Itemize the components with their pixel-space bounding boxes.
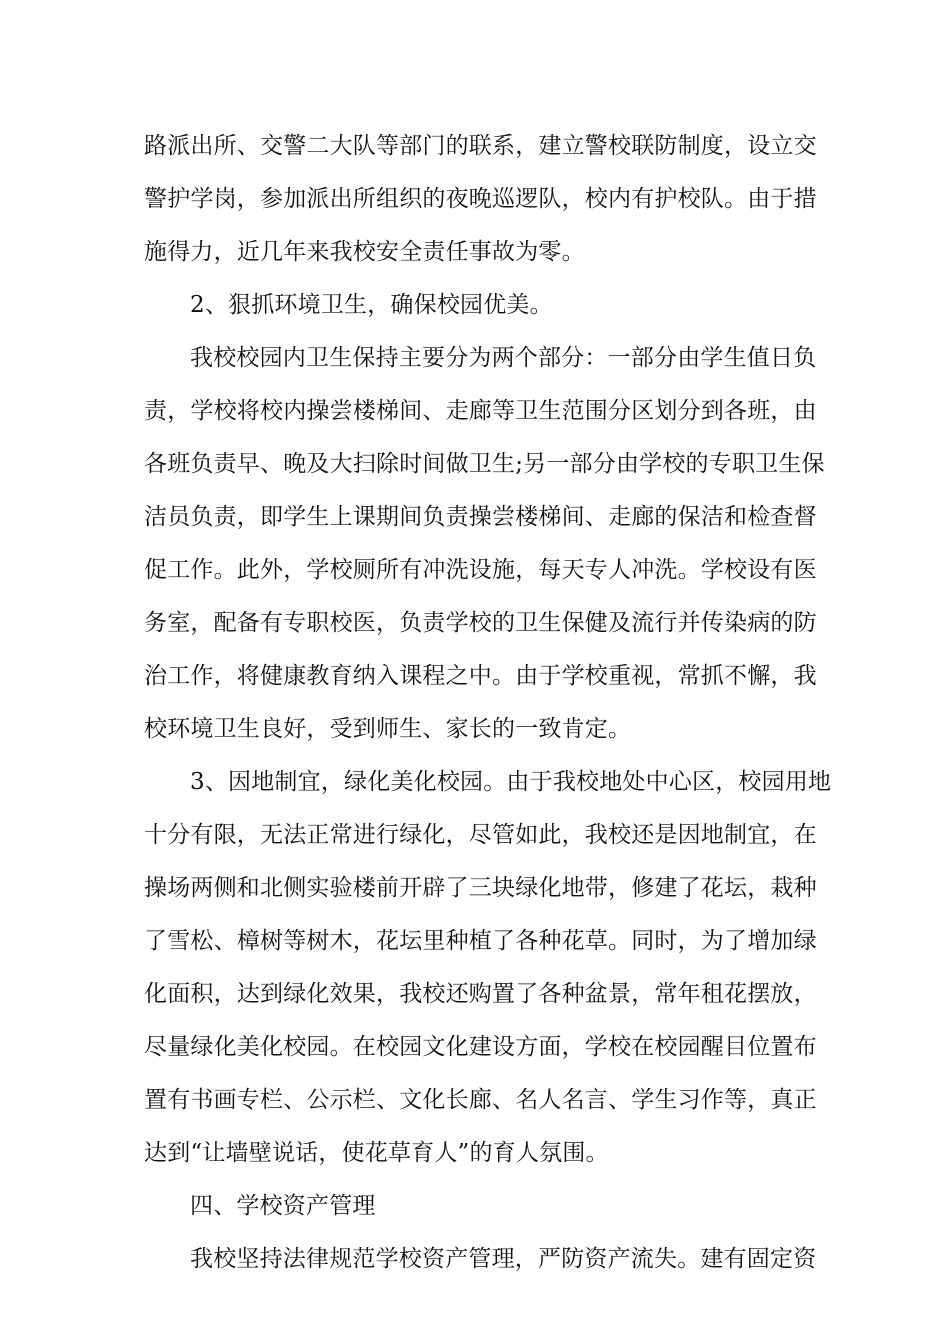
text-line: 务室，配备有专职校医，负责学校的卫生保健及流行并传染病的防: [144, 610, 817, 636]
text-line: 化面积，达到绿化效果，我校还购置了各种盆景，常年租花摆放，: [144, 981, 817, 1007]
paragraph-6: [144, 1233, 817, 1286]
text-line: 路派出所、交警二大队等部门的联系，建立警校联防制度，设立交: [144, 133, 817, 159]
text-line: 洁员负责，即学生上课期间负责操尝楼梯间、走廊的保洁和检查督: [144, 504, 817, 530]
text-line: 施得力，近几年来我校安全责任事故为零。: [144, 239, 585, 265]
paragraph-4: [144, 756, 832, 1180]
text-line: 了雪松、樟树等树木，花坛里种植了各种花草。同时，为了增加绿: [144, 928, 817, 954]
section-heading-4: [144, 1180, 809, 1233]
paragraph-1: [144, 120, 817, 279]
text-line: 我校坚持法律规范学校资产管理，严防资产流失。建有固定资: [190, 1246, 817, 1272]
text-line: 警护学岗，参加派出所组织的夜晚巡逻队，校内有护校队。由于措: [144, 186, 817, 212]
text-line: 促工作。此外，学校厕所有冲洗设施，每天专人冲洗。学校设有医: [144, 557, 817, 583]
text-line: 责，学校将校内操尝楼梯间、走廊等卫生范围分区划分到各班，由: [144, 398, 817, 424]
text-line: 操场两侧和北侧实验楼前开辟了三块绿化地带，修建了花坛，栽种: [144, 875, 817, 901]
text-line: 尽量绿化美化校园。在校园文化建设方面，学校在校园醒目位置布: [144, 1034, 817, 1060]
section-heading-2: [144, 279, 809, 332]
paragraph-3: [144, 332, 825, 756]
text-line: 2、狠抓环境卫生，确保校园优美。: [190, 292, 553, 318]
text-line: 校环境卫生良好，受到师生、家长的一致肯定。: [144, 716, 632, 742]
document-body: [144, 120, 832, 1286]
text-line: 达到“让墙壁说话，使花草育人”的育人氛围。: [144, 1140, 609, 1166]
text-line: 我校校园内卫生保持主要分为两个部分：一部分由学生值日负: [190, 345, 817, 371]
text-line: 3、因地制宜，绿化美化校园。由于我校地处中心区，校园用地: [190, 769, 832, 795]
text-line: 四、学校资产管理: [190, 1193, 376, 1219]
text-line: 各班负责早、晚及大扫除时间做卫生;另一部分由学校的专职卫生保: [144, 451, 825, 477]
text-line: 置有书画专栏、公示栏、文化长廊、名人名言、学生习作等，真正: [144, 1087, 817, 1113]
text-line: 十分有限，无法正常进行绿化，尽管如此，我校还是因地制宜，在: [144, 822, 817, 848]
text-line: 治工作，将健康教育纳入课程之中。由于学校重视，常抓不懈，我: [144, 663, 817, 689]
